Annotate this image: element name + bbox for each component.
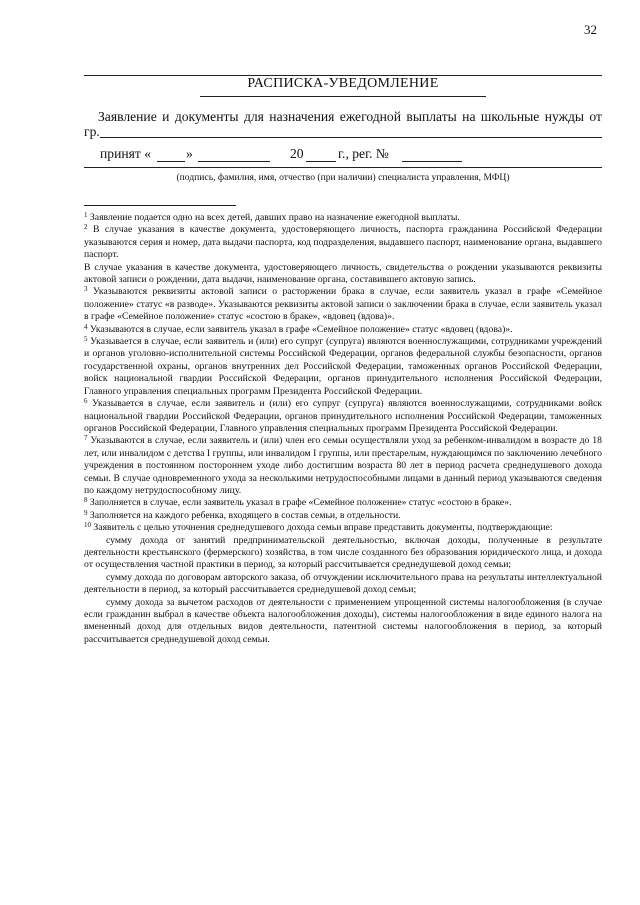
footnote-10 [84,522,602,534]
footnote-1 [84,212,602,224]
footnote-8 [84,497,602,509]
footnote-text: Указывается в случае, если заявитель и (или) его супруг (супруга) являются военнослужащими, сотрудниками учреждений и органов уголовно-исполнительной системы Российской Федерации, органов федеральной службы безопасности, органов государственной охраны, органов внутренних дел Российской Федерации, таможенных органов Российской Федерации, войск национальной гвардии Российской Федерации, органов принудительного исполнения Российской Федерации, Главного управления специальных программ Президента Российской Федерации. [84,336,603,397]
accepted-label: принят « [100,146,152,161]
income-item: сумму дохода по договорам авторского заказа, об отчуждении исключительного права на результаты интеллектуальной деятельности в период, за который рассчитывается среднедушевой доход семьи; [84,571,602,596]
signature-caption: (подпись, фамилия, имя, отчество (при наличии) специалиста управления, МФЦ) [176,172,510,183]
footnote-mark: 5 [84,335,88,344]
footnote-mark: 1 [84,211,88,219]
statement-line: Заявление и документы для назначения ежегодной выплаты на школьные нужды от [98,109,602,124]
registration-label: г., рег. № [338,146,389,161]
footnote-mark: 8 [84,496,88,505]
quote-close: » [186,146,193,161]
footnote-text: Заполняется в случае, если заявитель указал в графе «Семейное положение» статус «состою в браке». [89,497,512,509]
day-field[interactable] [157,146,185,162]
signature-rule [84,167,602,168]
footnote-mark: 6 [84,397,88,406]
footnote-rule [84,205,236,206]
footnote-6 [84,398,602,435]
footnote-text: В случае указания в качестве документа, удостоверяющего личность, паспорта гражданина Российской Федерации указываются серия и номер, дата выдачи паспорта, код подразделения, выдавшего паспорт, наименование органа, выдавшего паспорт. [84,224,603,261]
month-field[interactable] [198,146,270,162]
receipt-title: РАСПИСКА-УВЕДОМЛЕНИЕ [247,76,439,91]
footnote-text: Заявление подается одно на всех детей, давших право на назначение ежегодной выплаты. [89,212,460,223]
footnote-text: Указываются в случае, если заявитель и (или) член его семьи осуществляли уход за ребенком-инвалидом в возрасте до 18 лет, или инвалидом с детства I группы, или инвалидом I группы, или престарелым, нуждающимся по заключению лечебного учреждения в постоянном постороннем уходе либо достигшим возраста 80 лет в период расчета среднедушевого дохода семьи. В случае одновременного ухода за несколькими нетрудоспособными лицами в данный период указываются сведения по каждому нетрудоспособному лицу. [84,435,602,496]
income-item: сумму дохода за вычетом расходов от деятельности с применением упрощенной системы налогообложения (в случае если гражданин выбрал в качестве объекта налогообложения доходы), системы налогообложения в виде единого налога на вмененный доход для отдельных видов деятельности, патентной системы налогообложения в период, за который рассчитывается среднедушевой доход семьи. [84,596,602,645]
year-field[interactable] [306,146,336,162]
footnote-text: В случае указания в качестве документа, удостоверяющего личность, свидетельства о рождении указываются реквизиты актовой записи о рождении, дата выдачи, наименование органа, составившего актовую запись. [84,261,602,286]
footnote-mark: 7 [84,434,88,443]
registration-number-field[interactable] [402,146,462,162]
title-underline [200,96,486,97]
footnote-text: Заявитель с целью уточнения среднедушевого дохода семьи вправе представить документы, подтверждающие: [93,522,553,534]
year-prefix: 20 [290,146,304,161]
footnote-text: Указываются реквизиты актовой записи о расторжении брака в случае, если заявитель указал в графе «Семейное положение» статус «в разводе». Указываются реквизиты актовой записи о заключении брака в случае, если заявитель указал в графе «Семейное положение» статус «состою в браке», «вдовец (вдова)». [84,286,602,323]
accepted-row [100,146,520,164]
footnote-mark: 9 [84,508,88,517]
footnote-2-continued [84,262,602,287]
footnote-mark: 4 [84,322,88,331]
footnote-2 [84,224,602,261]
footnote-text: Указываются в случае, если заявитель указал в графе «Семейное положение» статус «вдовец (вдова)». [89,323,513,335]
footnote-9 [84,510,602,522]
footnotes [84,212,602,646]
footnote-mark: 10 [84,521,91,530]
footnote-5 [84,336,602,398]
applicant-name-field[interactable] [100,137,602,138]
footnote-text: Указывается в случае, если заявитель и (или) его супруг (супруга) являются военнослужащими, сотрудниками войск национальной гвардии Российской Федерации, органов принудительного исполнения Российской Федерации, таможенных органов Российской Федерации, Главного управления специальных программ Президента Российской Федерации. [84,398,603,434]
footnote-3 [84,286,602,323]
footnote-4 [84,324,602,336]
page-number: 32 [584,22,597,37]
footnote-7 [84,435,602,497]
footnote-mark: 3 [84,285,88,294]
applicant-label: гр. [84,124,100,139]
footnote-mark: 2 [84,223,88,232]
footnote-text: Заполняется на каждого ребенка, входящего в состав семьи, в отдельности. [89,509,401,521]
income-item: сумму дохода от занятий предпринимательской деятельностью, включая доходы, полученные в результате деятельности крестьянского (фермерского) хозяйства, в том числе созданного без образования юридического лица, и дохода от осуществления частной практики в период, за который рассчитывается среднедушевой доход семьи; [84,534,602,571]
